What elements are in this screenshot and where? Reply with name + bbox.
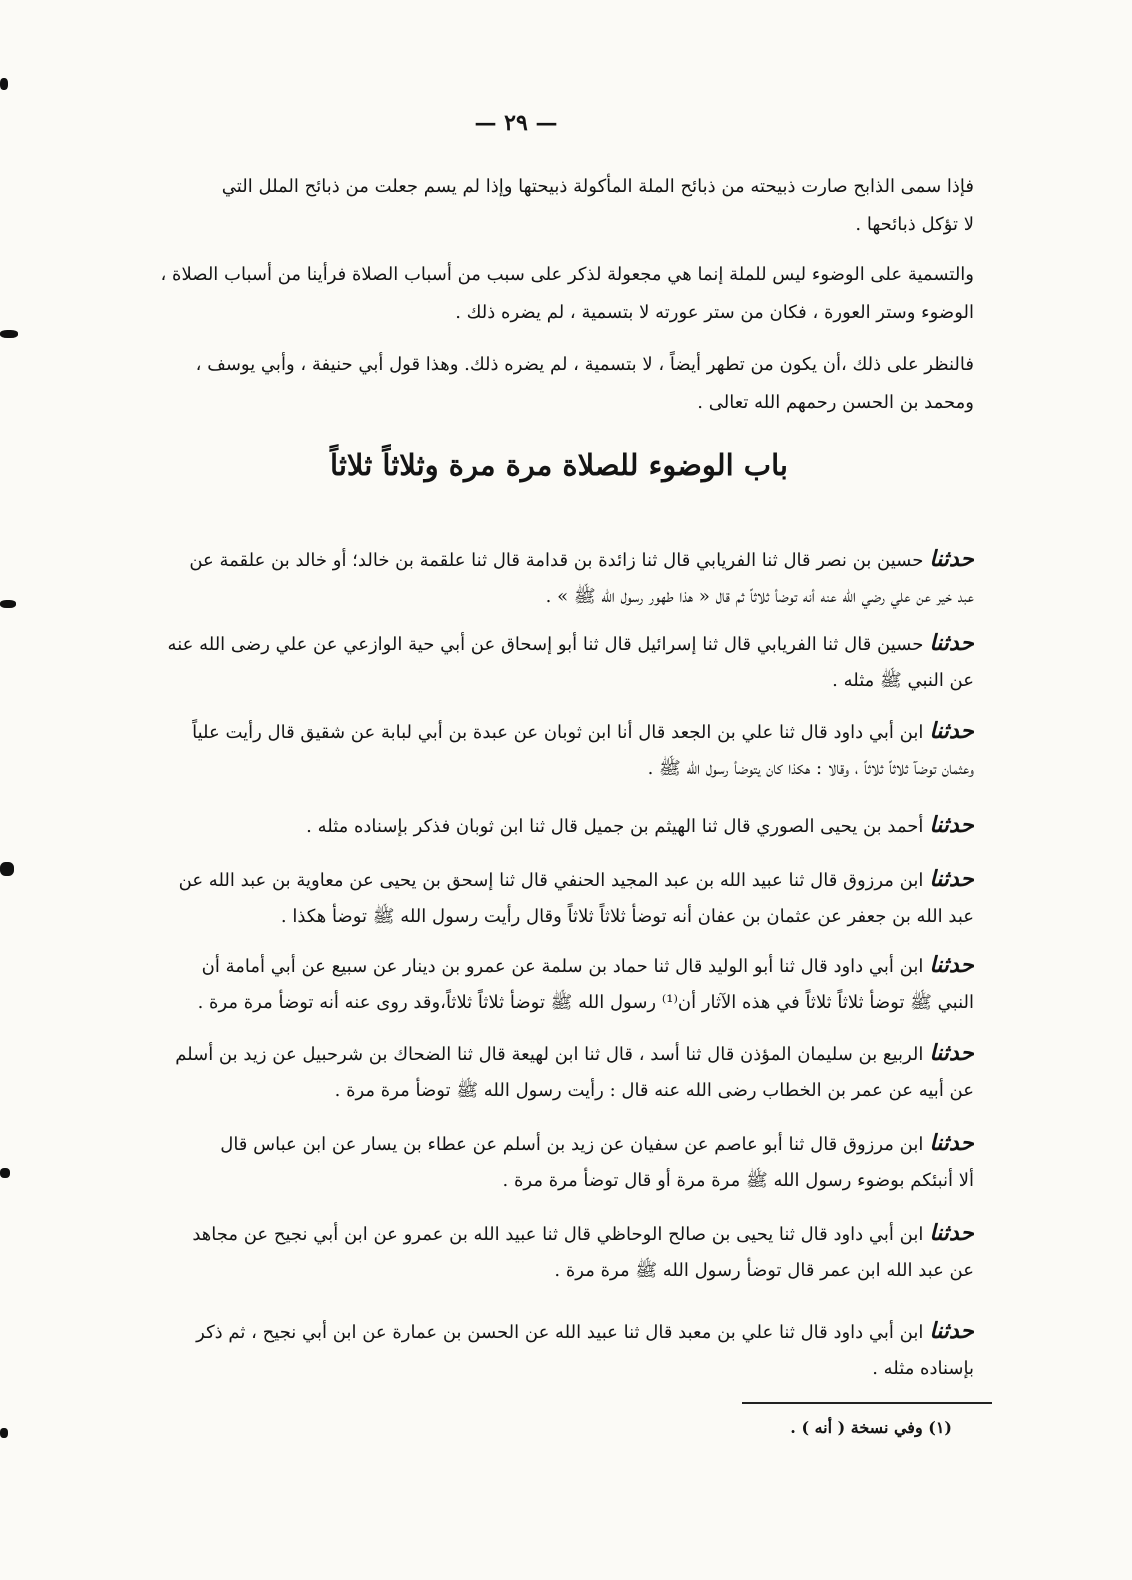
page-number: — ٢٩ — bbox=[474, 110, 558, 136]
intro-paragraph bbox=[104, 168, 974, 244]
hadith-line: ابن أبي داود قال ثنا علي بن الجعد قال أنا ابن ثوبان عن عبدة بن أبي لبابة عن شقيق قال رأيت علياً bbox=[192, 722, 924, 743]
hadith-line: الربيع بن سليمان المؤذن قال ثنا أسد ، قال ثنا ابن لهيعة قال ثنا الضحاك بن شرحبيل عن زيد بن أسلم bbox=[175, 1044, 924, 1065]
text-line bbox=[104, 624, 974, 662]
text-line bbox=[104, 540, 974, 578]
text-line: بإسناده مثله . bbox=[872, 1358, 974, 1379]
hadith-paragraph bbox=[104, 1034, 974, 1110]
intro-paragraph bbox=[104, 256, 974, 332]
scan-edge-mark bbox=[0, 1168, 10, 1178]
lead-word: حدثنا bbox=[929, 630, 974, 656]
hadith-paragraph bbox=[104, 946, 974, 1022]
text-line bbox=[104, 860, 974, 898]
text-line bbox=[104, 712, 974, 750]
hadith-paragraph bbox=[104, 1312, 974, 1388]
hadith-paragraph bbox=[104, 1214, 974, 1290]
hadith-line: ابن أبي داود قال ثنا أبو الوليد قال ثنا حماد بن سلمة عن عمرو بن دينار عن سبيع عن أبي أمامة أن bbox=[201, 956, 924, 977]
lead-word: حدثنا bbox=[929, 952, 974, 978]
lead-word: حدثنا bbox=[929, 1318, 974, 1344]
lead-word: حدثنا bbox=[929, 546, 974, 572]
text-line: عن أبيه عن عمر بن الخطاب رضى الله عنه قال : رأيت رسول الله ﷺ توضأ مرة مرة . bbox=[334, 1080, 974, 1101]
hadith-paragraph bbox=[104, 1124, 974, 1200]
text-line: عبد الله بن جعفر عن عثمان بن عفان أنه توضأ ثلاثاً ثلاثاً وقال رأيت رسول الله ﷺ توضأ هكذا . bbox=[280, 906, 974, 927]
hadith-paragraph bbox=[104, 540, 974, 616]
text-line: والتسمية على الوضوء ليس للملة إنما هي مجعولة لذكر على سبب من أسباب الصلاة فرأينا من أسباب الصلاة ، bbox=[160, 264, 974, 285]
lead-word: حدثنا bbox=[929, 1130, 974, 1156]
text-line: عن عبد الله ابن عمر قال توضأ رسول الله ﷺ مرة مرة . bbox=[554, 1260, 974, 1281]
text-line: ألا أنبئكم بوضوء رسول الله ﷺ مرة مرة أو قال توضأ مرة مرة . bbox=[502, 1170, 974, 1191]
hadith-line: ابن مرزوق قال ثنا عبيد الله بن عبد المجيد الحنفي قال ثنا إسحق بن يحيى عن معاوية بن عبد الله عن bbox=[178, 870, 924, 891]
text-line bbox=[104, 946, 974, 984]
hadith-line: ابن أبي داود قال ثنا يحيى بن صالح الوحاظي قال ثنا عبيد الله بن عمرو عن ابن أبي نجيح عن مجاهد bbox=[192, 1224, 924, 1245]
hadith-paragraph bbox=[104, 624, 974, 700]
hadith-paragraph bbox=[104, 806, 974, 844]
text-line: عبد خير عن علي رضي الله عنه أنه توضأ ثلاثاً ثم قال « هذا طهور رسول الله ﷺ » . bbox=[545, 586, 974, 607]
hadith-line: أحمد بن يحيى الصوري قال ثنا الهيثم بن جميل قال ثنا ابن ثوبان فذكر بإسناده مثله . bbox=[306, 816, 924, 837]
footnote-divider bbox=[742, 1402, 992, 1404]
lead-word: حدثنا bbox=[929, 866, 974, 892]
hadith-paragraph bbox=[104, 860, 974, 936]
scan-edge-mark bbox=[0, 600, 16, 608]
text-line: فإذا سمى الذابح صارت ذبيحته من ذبائح الملة المأكولة ذبيحتها وإذا لم يسم جعلت من ذبائح الملل التي bbox=[221, 176, 974, 197]
scan-edge-mark bbox=[0, 330, 18, 338]
hadith-line: ابن مرزوق قال ثنا أبو عاصم عن سفيان عن زيد بن أسلم عن عطاء بن يسار عن ابن عباس قال bbox=[220, 1134, 924, 1155]
lead-word: حدثنا bbox=[929, 812, 974, 838]
text-line: وعثمان توضآ ثلاثاً ثلاثاً ، وقالا : هكذا كان يتوضأ رسول الله ﷺ . bbox=[647, 758, 974, 779]
hadith-line: ابن أبي داود قال ثنا علي بن معبد قال ثنا عبيد الله عن الحسن بن عمارة عن ابن أبي نجيح ، ثم ذكر bbox=[196, 1322, 924, 1343]
scan-edge-mark bbox=[0, 78, 8, 90]
text-line bbox=[104, 1034, 974, 1072]
text-line bbox=[104, 1312, 974, 1350]
lead-word: حدثنا bbox=[929, 718, 974, 744]
footnote: (١) وفي نسخة ( أنه ) . bbox=[790, 1418, 952, 1437]
text-line bbox=[104, 1124, 974, 1162]
text-line: النبي ﷺ توضأ ثلاثاً ثلاثاً في هذه الآثار أن⁽¹⁾ رسول الله ﷺ توضأ ثلاثاً ثلاثاً،وقد روى عنه أنه توضأ مرة مرة . bbox=[197, 992, 974, 1013]
text-line: لا تؤكل ذبائحها . bbox=[855, 214, 974, 235]
lead-word: حدثنا bbox=[929, 1220, 974, 1246]
section-heading: باب الوضوء للصلاة مرة مرة وثلاثاً ثلاثاً bbox=[329, 448, 788, 482]
text-line bbox=[104, 1214, 974, 1252]
hadith-line: حسين بن نصر قال ثنا الفريابي قال ثنا زائدة بن قدامة قال ثنا علقمة بن خالد؛ أو خالد بن علقمة عن bbox=[189, 550, 924, 571]
intro-paragraph bbox=[104, 346, 974, 422]
hadith-line: حسين قال ثنا الفريابي قال ثنا إسرائيل قال ثنا أبو إسحاق عن أبي حية الوازعي عن علي رضى الله عنه bbox=[167, 634, 924, 655]
scan-edge-mark bbox=[0, 1428, 8, 1438]
text-line bbox=[104, 806, 974, 844]
text-line: فالنظر على ذلك ،أن يكون من تطهر أيضاً ، لا بتسمية ، لم يضره ذلك. وهذا قول أبي حنيفة ، وأبي يوسف ، bbox=[195, 354, 974, 375]
text-line: الوضوء وستر العورة ، فكان من ستر عورته لا بتسمية ، لم يضره ذلك . bbox=[455, 302, 974, 323]
lead-word: حدثنا bbox=[929, 1040, 974, 1066]
scan-edge-mark bbox=[0, 862, 14, 876]
hadith-paragraph bbox=[104, 712, 974, 788]
text-line: ومحمد بن الحسن رحمهم الله تعالى . bbox=[697, 392, 974, 413]
text-line: عن النبي ﷺ مثله . bbox=[832, 670, 974, 691]
